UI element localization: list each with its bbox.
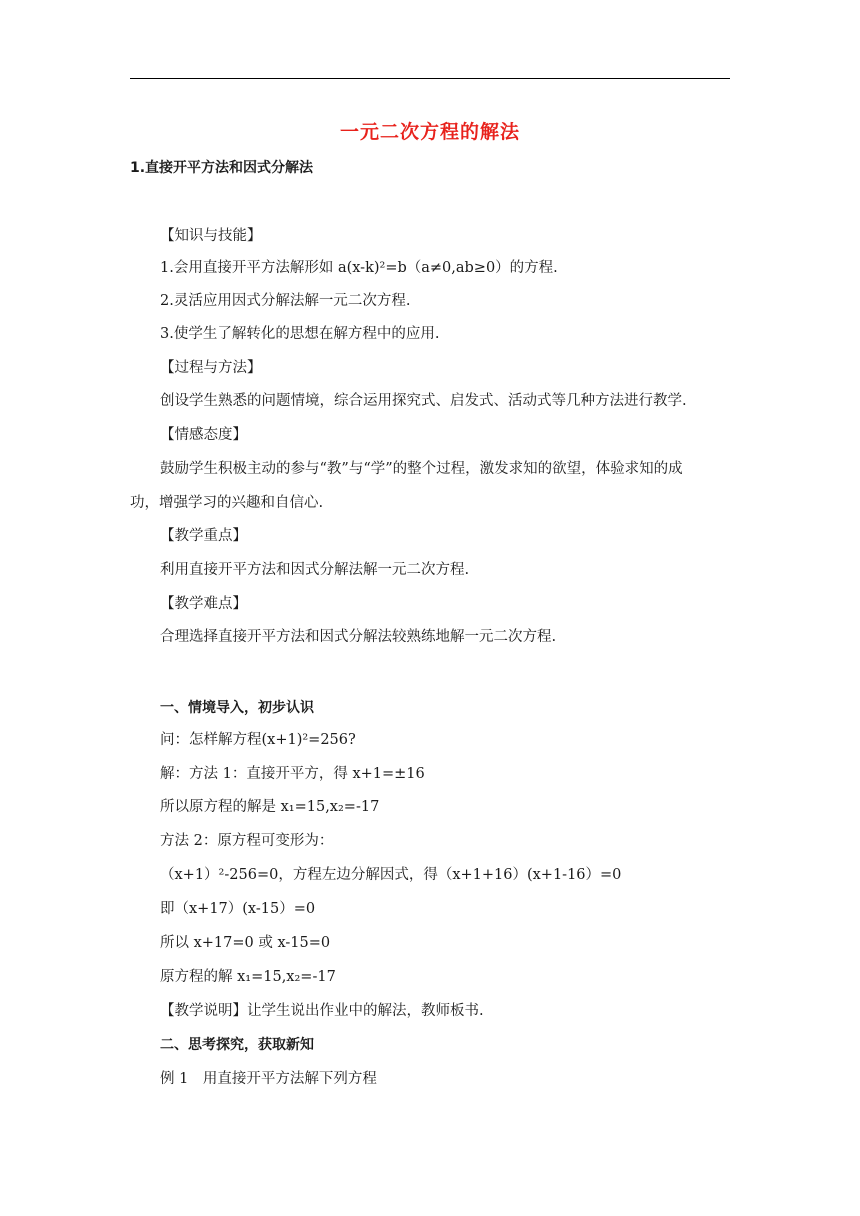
knowledge-item-3: 3.使学生了解转化的思想在解方程中的应用. (160, 326, 440, 342)
part1-suoyi: 所以 x+17=0 或 x-15=0 (160, 935, 331, 951)
key-points-text: 利用直接开平方法和因式分解法解一元二次方程. (160, 562, 470, 578)
part2-example: 例 1 用直接开平方法解下列方程 (160, 1071, 377, 1087)
difficulty-header: 【教学难点】 (160, 596, 247, 612)
process-text: 创设学生熟悉的问题情境，综合运用探究式、启发式、活动式等几种方法进行教学. (160, 393, 687, 409)
part1-solution-result1: 所以原方程的解是 x₁=15,x₂=-17 (160, 799, 380, 815)
part1-teaching-note: 【教学说明】让学生说出作业中的解法，教师板书. (160, 1003, 484, 1019)
part1-method2: 方法 2：原方程可变形为： (160, 833, 334, 849)
emotion-text-line2: 功，增强学习的兴趣和自信心. (130, 495, 324, 511)
emotion-header: 【情感态度】 (160, 427, 247, 443)
part1-heading: 一、情境导入，初步认识 (160, 700, 314, 716)
part1-factor-line: （x+1）²-256=0，方程左边分解因式，得（x+1+16）(x+1-16）=0 (160, 867, 622, 883)
part1-solution-method1: 解：方法 1：直接开平方，得 x+1=±16 (160, 766, 425, 782)
section-heading: 1.直接开平方法和因式分解法 (130, 160, 314, 176)
knowledge-header: 【知识与技能】 (160, 228, 262, 244)
document-title: 一元二次方程的解法 (339, 121, 520, 143)
part1-ji: 即（x+17）(x-15）=0 (160, 901, 316, 917)
process-header: 【过程与方法】 (160, 360, 262, 376)
header-rule (130, 78, 730, 79)
emotion-text-line1: 鼓励学生积极主动的参与“教”与“学”的整个过程，激发求知的欲望，体验求知的成 (160, 461, 683, 477)
difficulty-text: 合理选择直接开平方法和因式分解法较熟练地解一元二次方程. (160, 629, 557, 645)
part1-result: 原方程的解 x₁=15,x₂=-17 (160, 969, 336, 985)
key-points-header: 【教学重点】 (160, 528, 247, 544)
part2-heading: 二、思考探究，获取新知 (160, 1037, 314, 1053)
knowledge-item-2: 2.灵活应用因式分解法解一元二次方程. (160, 293, 411, 309)
part1-question: 问：怎样解方程(x+1)²=256? (160, 732, 356, 748)
knowledge-item-1: 1.会用直接开平方法解形如 a(x-k)²=b（a≠0,ab≥0）的方程. (160, 260, 558, 276)
